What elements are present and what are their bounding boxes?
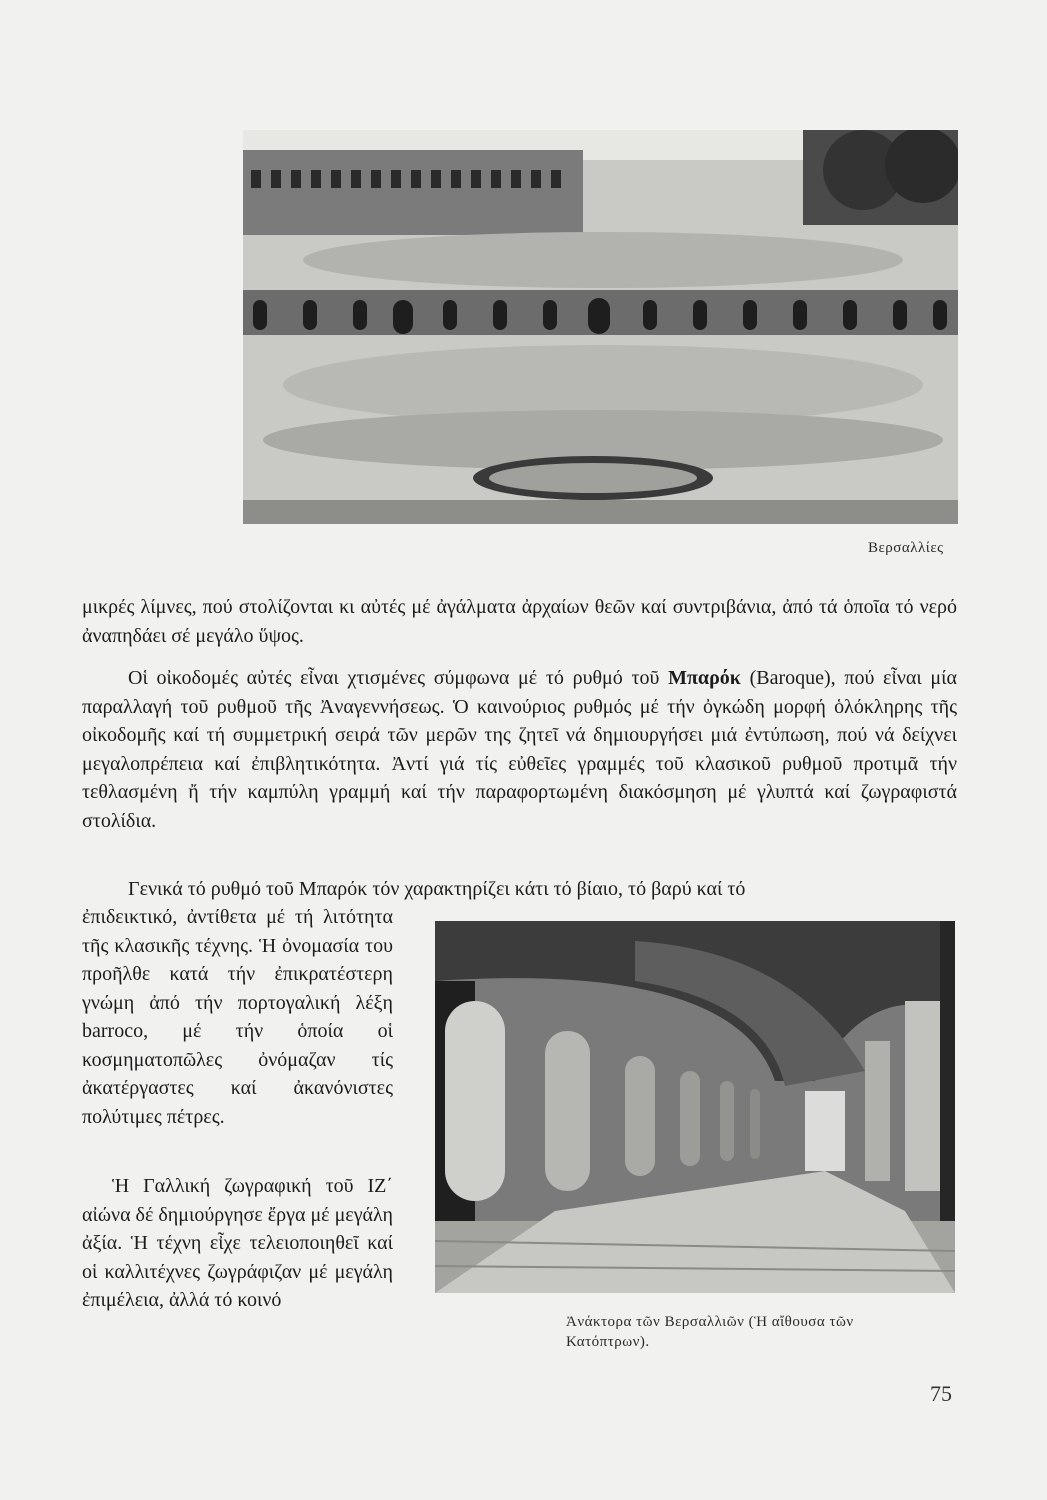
versailles-gardens-image — [243, 130, 958, 524]
paragraph-baroque-origin: ἐπιδεικτικό, ἀντίθετα μέ τή λιτότητα τῆς κλασικῆς τέχνης. Ἡ ὀνομασία του προῆλθε κατά τήν ἐπικρατέστερη γνώμη ἀπό τήν πορτογαλική λέξη barroco, μέ τήν ὁποία οἱ κοσμηματοπῶλες ὀνόμαζαν τίς ἀκατέργαστες καί ἀκανόνιστες πολύτιμες πέτρες. — [82, 906, 393, 1128]
paragraph-french-painting: Ἡ Γαλλική ζωγραφική τοῦ ΙΖ΄ αἰώνα δέ δημιούργησε ἔργα μέ μεγάλη ἀξία. Ἡ τέχνη εἶχε τελειοποιηθεῖ καί οἱ καλλιτέχνες ζωγράφιζαν μέ μεγάλη ἐπιμέλεια, ἀλλά τό κοινό — [82, 1175, 393, 1311]
hall-of-mirrors-caption-line2: Κατόπτρων). — [566, 1334, 650, 1350]
hall-of-mirrors-image — [435, 921, 955, 1293]
paragraph-baroque-character: Γενικά τό ρυθμό τοῦ Μπαρόκ τόν χαρακτηρίζει κάτι τό βίαιο, τό βαρύ καί τό — [128, 878, 746, 900]
versailles-gardens-caption: Βερσαλλίες — [868, 540, 944, 556]
baroque-term: Μπαρόκ — [668, 667, 741, 689]
hall-of-mirrors-caption-line1: Ἀνάκτορα τῶν Βερσαλλιῶν (Ἡ αἴθουσα τῶν — [566, 1314, 854, 1330]
versailles-gardens-engraving — [243, 130, 958, 524]
hall-of-mirrors-photo — [435, 921, 955, 1293]
hall-of-mirrors-caption — [566, 1312, 961, 1352]
baroque-text-start: Οἱ οἰκοδομές αὐτές εἶναι χτισμένες σύμφωνα μέ τό ρυθμό τοῦ — [128, 667, 669, 689]
page-number: 75 — [930, 1381, 952, 1406]
paragraph-baroque-style — [82, 664, 957, 835]
baroque-text-rest: (Baroque), πού εἶναι μία παραλλαγή τοῦ ρυθμοῦ τῆς Ἀναγεννήσεως. Ὁ καινούριος ρυθμός μέ τήν ὀγκώδη μορφή ὁλόκληρης τῆς οἰκοδομῆς καί τή συμμετρική σειρά τῶν μερῶν της ζητεῖ νά δημιουργήσει μιά ἐντύπωση, πού νά δείχνει μεγαλοπρέπεια καί ἐπιβλητικότητα. Ἀντί γιά τίς εὐθεῖες γραμμές τοῦ κλασικοῦ ρυθμοῦ προτιμᾶ τήν τεθλασμένη ἤ τήν καμπύλη γραμμή καί τήν παραφορτωμένη διακόσμηση μέ γλυπτά καί ζωγραφιστά στολίδια. — [82, 667, 957, 832]
paragraph-fountains: μικρές λίμνες, πού στολίζονται κι αὐτές μέ ἀγάλματα ἀρχαίων θεῶν καί συντριβάνια, ἀπό τά ὁποῖα τό νερό ἀναπηδάει σέ μεγάλο ὕψος. — [82, 596, 957, 647]
